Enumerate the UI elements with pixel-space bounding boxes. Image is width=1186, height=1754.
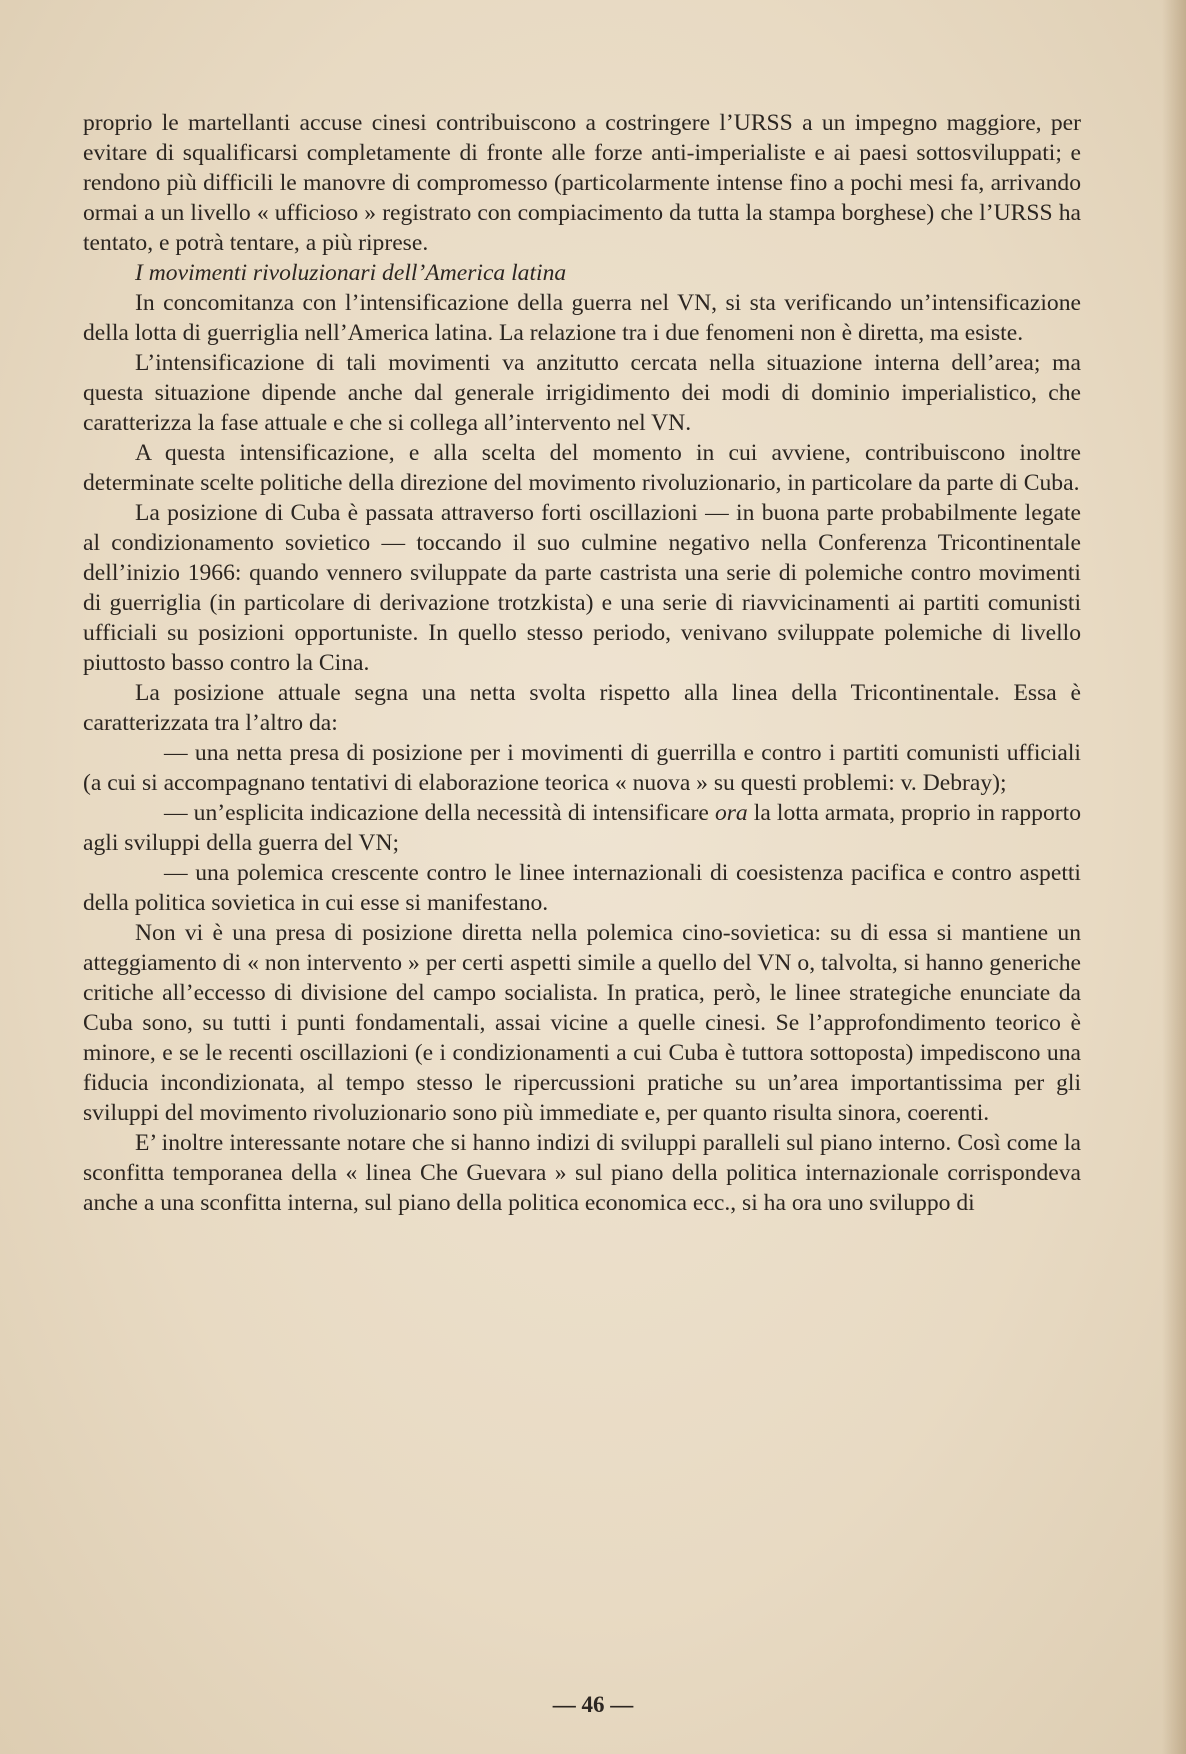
- page-number: — 46 —: [552, 1692, 634, 1717]
- paragraph-3: A questa intensificazione, e alla scelta del momento in cui avviene, contribuiscono inoltre determinate scelte politiche della direzione del movimento rivoluzionario, in particolare da parte di Cuba.: [83, 440, 1081, 496]
- closing-paragraph-2: E’ inoltre interessante notare che si hanno indizi di sviluppi paralleli sul piano interno. Così come la sconfitta temporanea della « linea Che Guevara » sul piano della politica internazionale corrispondeva anche a una sconfitta interna, sul piano della politica economica ecc., si ha ora uno sviluppo di: [83, 1130, 1081, 1216]
- dash-item-3-text: — una polemica crescente contro le linee internazionali di coesistenza pacifica e contro aspetti della politica sovietica in cui esse si manifestano.: [83, 860, 1081, 916]
- paragraph-5: La posizione attuale segna una netta svolta rispetto alla linea della Tricontinentale. Essa è caratterizzata tra l’altro da:: [83, 680, 1081, 736]
- dash-item-1: [83, 738, 1081, 798]
- dash-item-3: [83, 858, 1081, 918]
- dash-item-2-text-after: la lotta armata, proprio in rapporto agli sviluppi della guerra del VN;: [83, 800, 1081, 856]
- closing-paragraph-1: Non vi è una presa di posizione diretta nella polemica cino-sovietica: su di essa si mantiene un atteggiamento di « non intervento » per certi aspetti simile a quello del VN o, talvolta, si hanno generiche critiche all’eccesso di divisione del campo socialista. In pratica, però, le linee strategiche enunciate da Cuba sono, su tutti i punti fondamentali, assai vicine a quelle cinesi. Se l’approfondimento teorico è minore, e se le recenti oscillazioni (e i condizionamenti a cui Cuba è tuttora sottoposta) impediscono una fiducia incondizionata, al tempo stesso le ripercussioni pratiche su un’area importantissima per gli sviluppi del movimento rivoluzionario sono più immediate e, per quanto risulta sinora, coerenti.: [83, 920, 1081, 1126]
- paragraph-1: In concomitanza con l’intensificazione della guerra nel VN, si sta verificando un’intensificazione della lotta di guerriglia nell’America latina. La relazione tra i due fenomeni non è diretta, ma esiste.: [83, 290, 1081, 346]
- section-heading: I movimenti rivoluzionari dell’America latina: [135, 260, 567, 286]
- dash-item-2-text-before: — un’esplicita indicazione della necessità di intensificare: [164, 800, 715, 826]
- dash-item-2-emphasis: ora: [714, 800, 748, 826]
- paragraph-4: La posizione di Cuba è passata attraverso forti oscillazioni — in buona parte probabilmente legate al condizionamento sovietico — toccando il suo culmine negativo nella Conferenza Tricontinentale dell’inizio 1966: quando vennero sviluppate da parte castrista una serie di polemiche contro movimenti di guerriglia (in particolare di derivazione trotzkista) e una serie di riavvicinamenti ai partiti comunisti ufficiali su posizioni opportuniste. In quello stesso periodo, venivano sviluppate polemiche di livello piuttosto basso contro la Cina.: [83, 500, 1081, 676]
- dash-item-2: [83, 798, 1081, 858]
- paragraph-2: L’intensificazione di tali movimenti va anzitutto cercata nella situazione interna dell’area; ma questa situazione dipende anche dal generale irrigidimento dei modi di dominio imperialistico, che caratterizza la fase attuale e che si collega all’intervento nel VN.: [83, 350, 1081, 436]
- dash-item-1-text: — una netta presa di posizione per i movimenti di guerrilla e contro i partiti comunisti ufficiali (a cui si accompagnano tentativi di elaborazione teorica « nuova » su questi problemi: v. Debray);: [83, 740, 1081, 796]
- opening-paragraph: proprio le martellanti accuse cinesi contribuiscono a costringere l’URSS a un impegno maggiore, per evitare di squalificarsi completamente di fronte alle forze anti-imperialiste e ai paesi sottosviluppati; e rendono più difficili le manovre di compromesso (particolarmente intense fino a pochi mesi fa, arrivando ormai a un livello « ufficioso » registrato con compiacimento da tutta la stampa borghese) che l’URSS ha tentato, e potrà tentare, a più riprese.: [83, 110, 1081, 256]
- page-edge-shadow: [1162, 0, 1186, 1754]
- body-text: [83, 108, 1081, 1218]
